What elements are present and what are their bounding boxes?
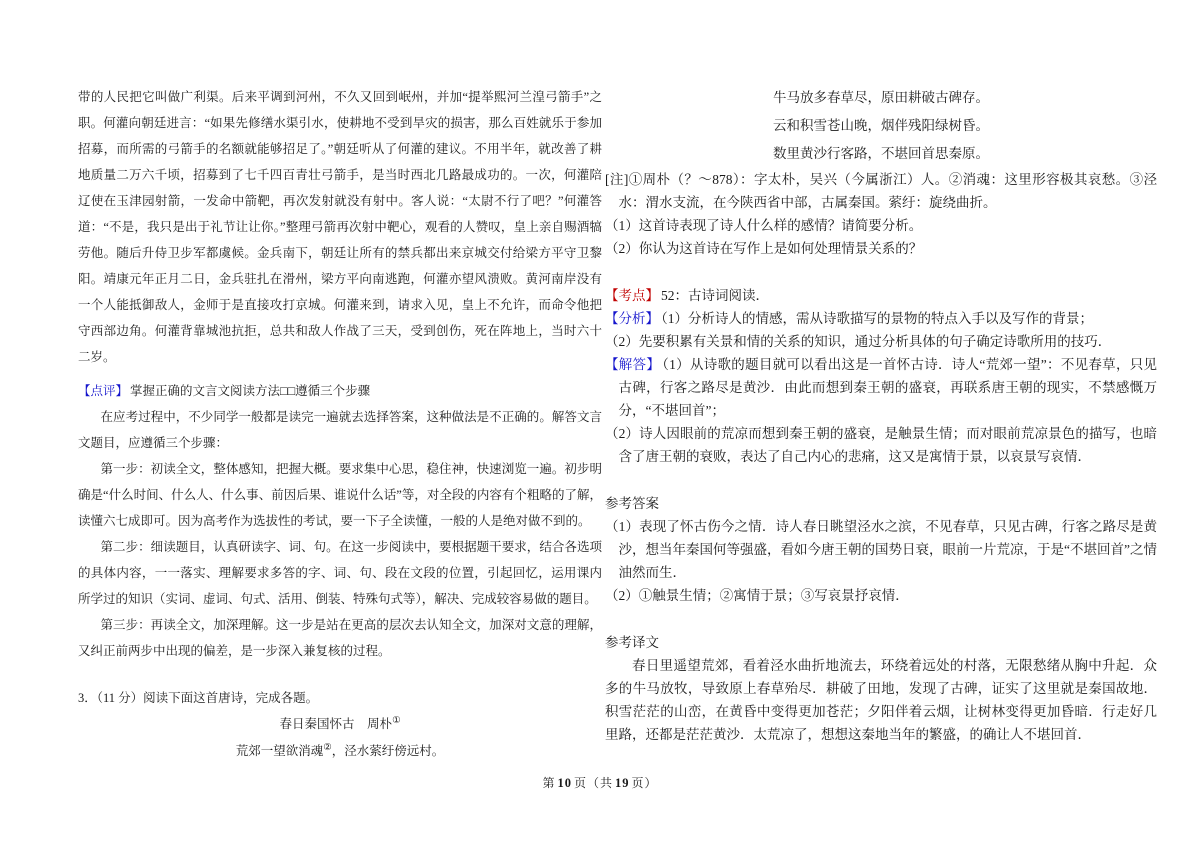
review-paragraph (78, 378, 602, 404)
poem-line-3: 云和积雪苍山晚，烟伴残阳绿树昏。 (773, 118, 989, 133)
exam-point-paragraph (605, 284, 1157, 307)
poem-line-1-note-marker: ② (323, 742, 332, 753)
answer-paragraph-2: （2）诗人因眼前的荒凉而想到秦王朝的盛衰，是触景生情；而对眼前荒凉景色的描写，也暗含了唐王朝的衰败，表达了自己内心的悲痛，这又是寓情于景，以哀景写哀情． (605, 426, 1157, 464)
reference-answer-1: （1）表现了怀古伤今之情．诗人春日眺望泾水之滨，不见春草，只见古碑，行客之路尽是黄沙，想当年秦国何等强盛，看如今唐王朝的国势日衰，眼前一片荒凉，于是“不堪回首”之情油然而生． (605, 519, 1157, 580)
poem-line-1-b: ，泾水萦纡傍远村。 (331, 744, 445, 758)
answer-paragraph-1 (605, 353, 1157, 422)
reference-translation-heading: 参考译文 (605, 635, 659, 650)
review-label: 【点评】 (78, 384, 129, 398)
poem-title-text: 春日秦国怀古 周朴 (279, 717, 393, 731)
reference-answer-heading: 参考答案 (605, 496, 659, 511)
poem-line-2: 牛马放多春草尽，原田耕破古碑存。 (773, 90, 989, 105)
analysis-label: 【分析】 (605, 311, 659, 326)
footer-prefix: 第 (542, 776, 556, 790)
exam-point-label: 【考点】 (605, 288, 659, 303)
footer-suffix: 页） (631, 776, 658, 790)
exam-point-text: 52：古诗词阅读． (661, 288, 769, 303)
question-1: （1）这首诗表现了诗人什么样的感情？请简要分析。 (605, 218, 923, 233)
answer-label: 【解答】 (605, 357, 661, 372)
poem-line-1-a: 荒郊一望欲消魂 (235, 744, 324, 758)
review-title: 掌握正确的文言文阅读方法□□遵循三个步骤 (130, 384, 371, 398)
reference-answer-2: （2）①触景生情；②寓情于景；③写哀景抒哀情． (605, 588, 909, 603)
question-3: 3．（11 分）阅读下面这首唐诗，完成各题。 (78, 691, 319, 705)
right-column (605, 84, 1157, 746)
analysis-point-1: （1）分析诗人的情感，需从诗歌描写的景物的特点入手以及写作的背景； (661, 311, 1093, 326)
poem-note: [注]①周朴（？～878）：字太朴，吴兴（今属浙江）人。②消魂：这里形容极其哀愁。③泾水：渭水支流，在今陕西省中部，古属秦国。萦纡：旋绕曲折。 (605, 172, 1157, 210)
analysis-paragraph-2: （2）先要积累有关景和情的关系的知识，通过分析具体的句子确定诗歌所用的技巧． (605, 334, 1112, 349)
footer-page-number: 10 (557, 776, 572, 790)
analysis-paragraph-1 (605, 307, 1157, 330)
question-2: （2）你认为这首诗在写作上是如何处理情景关系的？ (605, 241, 923, 256)
review-step-3: 第三步：再读全文，加深理解。这一步是站在更高的层次去认知全文，加深对文意的理解，又纠正前两步中出现的偏差，是一步深入兼复核的过程。 (78, 618, 602, 658)
poem-title-note-marker: ① (392, 715, 401, 726)
review-step-2: 第二步：细读题目，认真研读字、词、句。在这一步阅读中，要根据题干要求，结合各选项的具体内容，一一落实、理解要求多答的字、词、句、段在文段的位置，引起回忆，运用课内所学过的知识（实词、虚词、句式、活用、倒装、特殊句式等），解决、完成较容易做的题目。 (78, 540, 602, 606)
poem-line-1 (78, 738, 602, 765)
page-footer (0, 774, 1200, 791)
footer-middle: 页（共 (573, 776, 613, 790)
poem-title (78, 711, 602, 738)
footer-total-pages: 19 (615, 776, 630, 790)
translation-continuation-paragraph: 带的人民把它叫做广利渠。后来平调到河州，不久又回到岷州，并加“提举熙河兰湟弓箭手”之职。何灌向朝廷进言：“如果先修缮水渠引水，使耕地不受到旱灾的损害，那么百姓就乐于参加招募，而所需的弓箭手的名额就能够招足了。”朝廷听从了何灌的建议。不用半年，就改善了耕地质量二万六千顷，招募到了七千四百青壮弓箭手，是当时西北几路最成功的。一次，何灌陪辽使在玉津园射箭，一发命中箭靶，再次发射就没有射中。客人说：“太尉不行了吧？”何灌答道：“不是，我只是出于礼节让让你。”整理弓箭再次射中靶心，观看的人赞叹，皇上亲自赐酒犒劳他。随后升侍卫步军都虞候。金兵南下，朝廷让所有的禁兵都出来京城交付给梁方平守卫黎阳。靖康元年正月二日，金兵驻扎在滑州，梁方平向南逃跑，何灌亦望风溃败。黄河南岸没有一个人能抵御敌人，金师于是直接攻打京城。何灌来到，请求入见，皇上不允许，而命令他把守西部边角。何灌背靠城池抗拒，总共和敌人作战了三天，受到创伤，死在阵地上，当时六十二岁。 (78, 90, 602, 364)
left-column (78, 84, 602, 765)
review-step-1: 第一步：初读全文，整体感知，把握大概。要求集中心思，稳住神，快速浏览一遍。初步明确是“什么时间、什么人、什么事、前因后果、谁说什么话”等，对全段的内容有个粗略的了解，读懂六七成即可。因为高考作为选拔性的考试，要一下子全读懂，一般的人是绝对做不到的。 (78, 462, 602, 528)
reference-translation-body: 春日里遥望荒郊，看着泾水曲折地流去，环绕着远处的村落，无限愁绪从胸中升起．众多的牛马放牧，导致原上春草殆尽．耕破了田地，发现了古碑，证实了这里就是秦国故地．积雪茫茫的山峦，在黄昏中变得更加苍茫；夕阳伴着云烟，让树林变得更加昏暗．行走好几里路，还都是茫茫黄沙．太荒凉了，想想这秦地当年的繁盛，的确让人不堪回首． (605, 658, 1157, 742)
review-intro: 在应考过程中，不少同学一般都是读完一遍就去选择答案，这种做法是不正确的。解答文言文题目，应遵循三个步骤： (78, 410, 602, 450)
answer-point-1: （1）从诗歌的题目就可以看出这是一首怀古诗．诗人“荒郊一望”：不见春草，只见古碑，行客之路尽是黄沙．由此而想到秦王朝的盛衰，再联系唐王朝的现实，不禁感慨万分，“不堪回首”； (618, 357, 1157, 418)
poem-line-4: 数里黄沙行客路，不堪回首思秦原。 (773, 146, 989, 161)
